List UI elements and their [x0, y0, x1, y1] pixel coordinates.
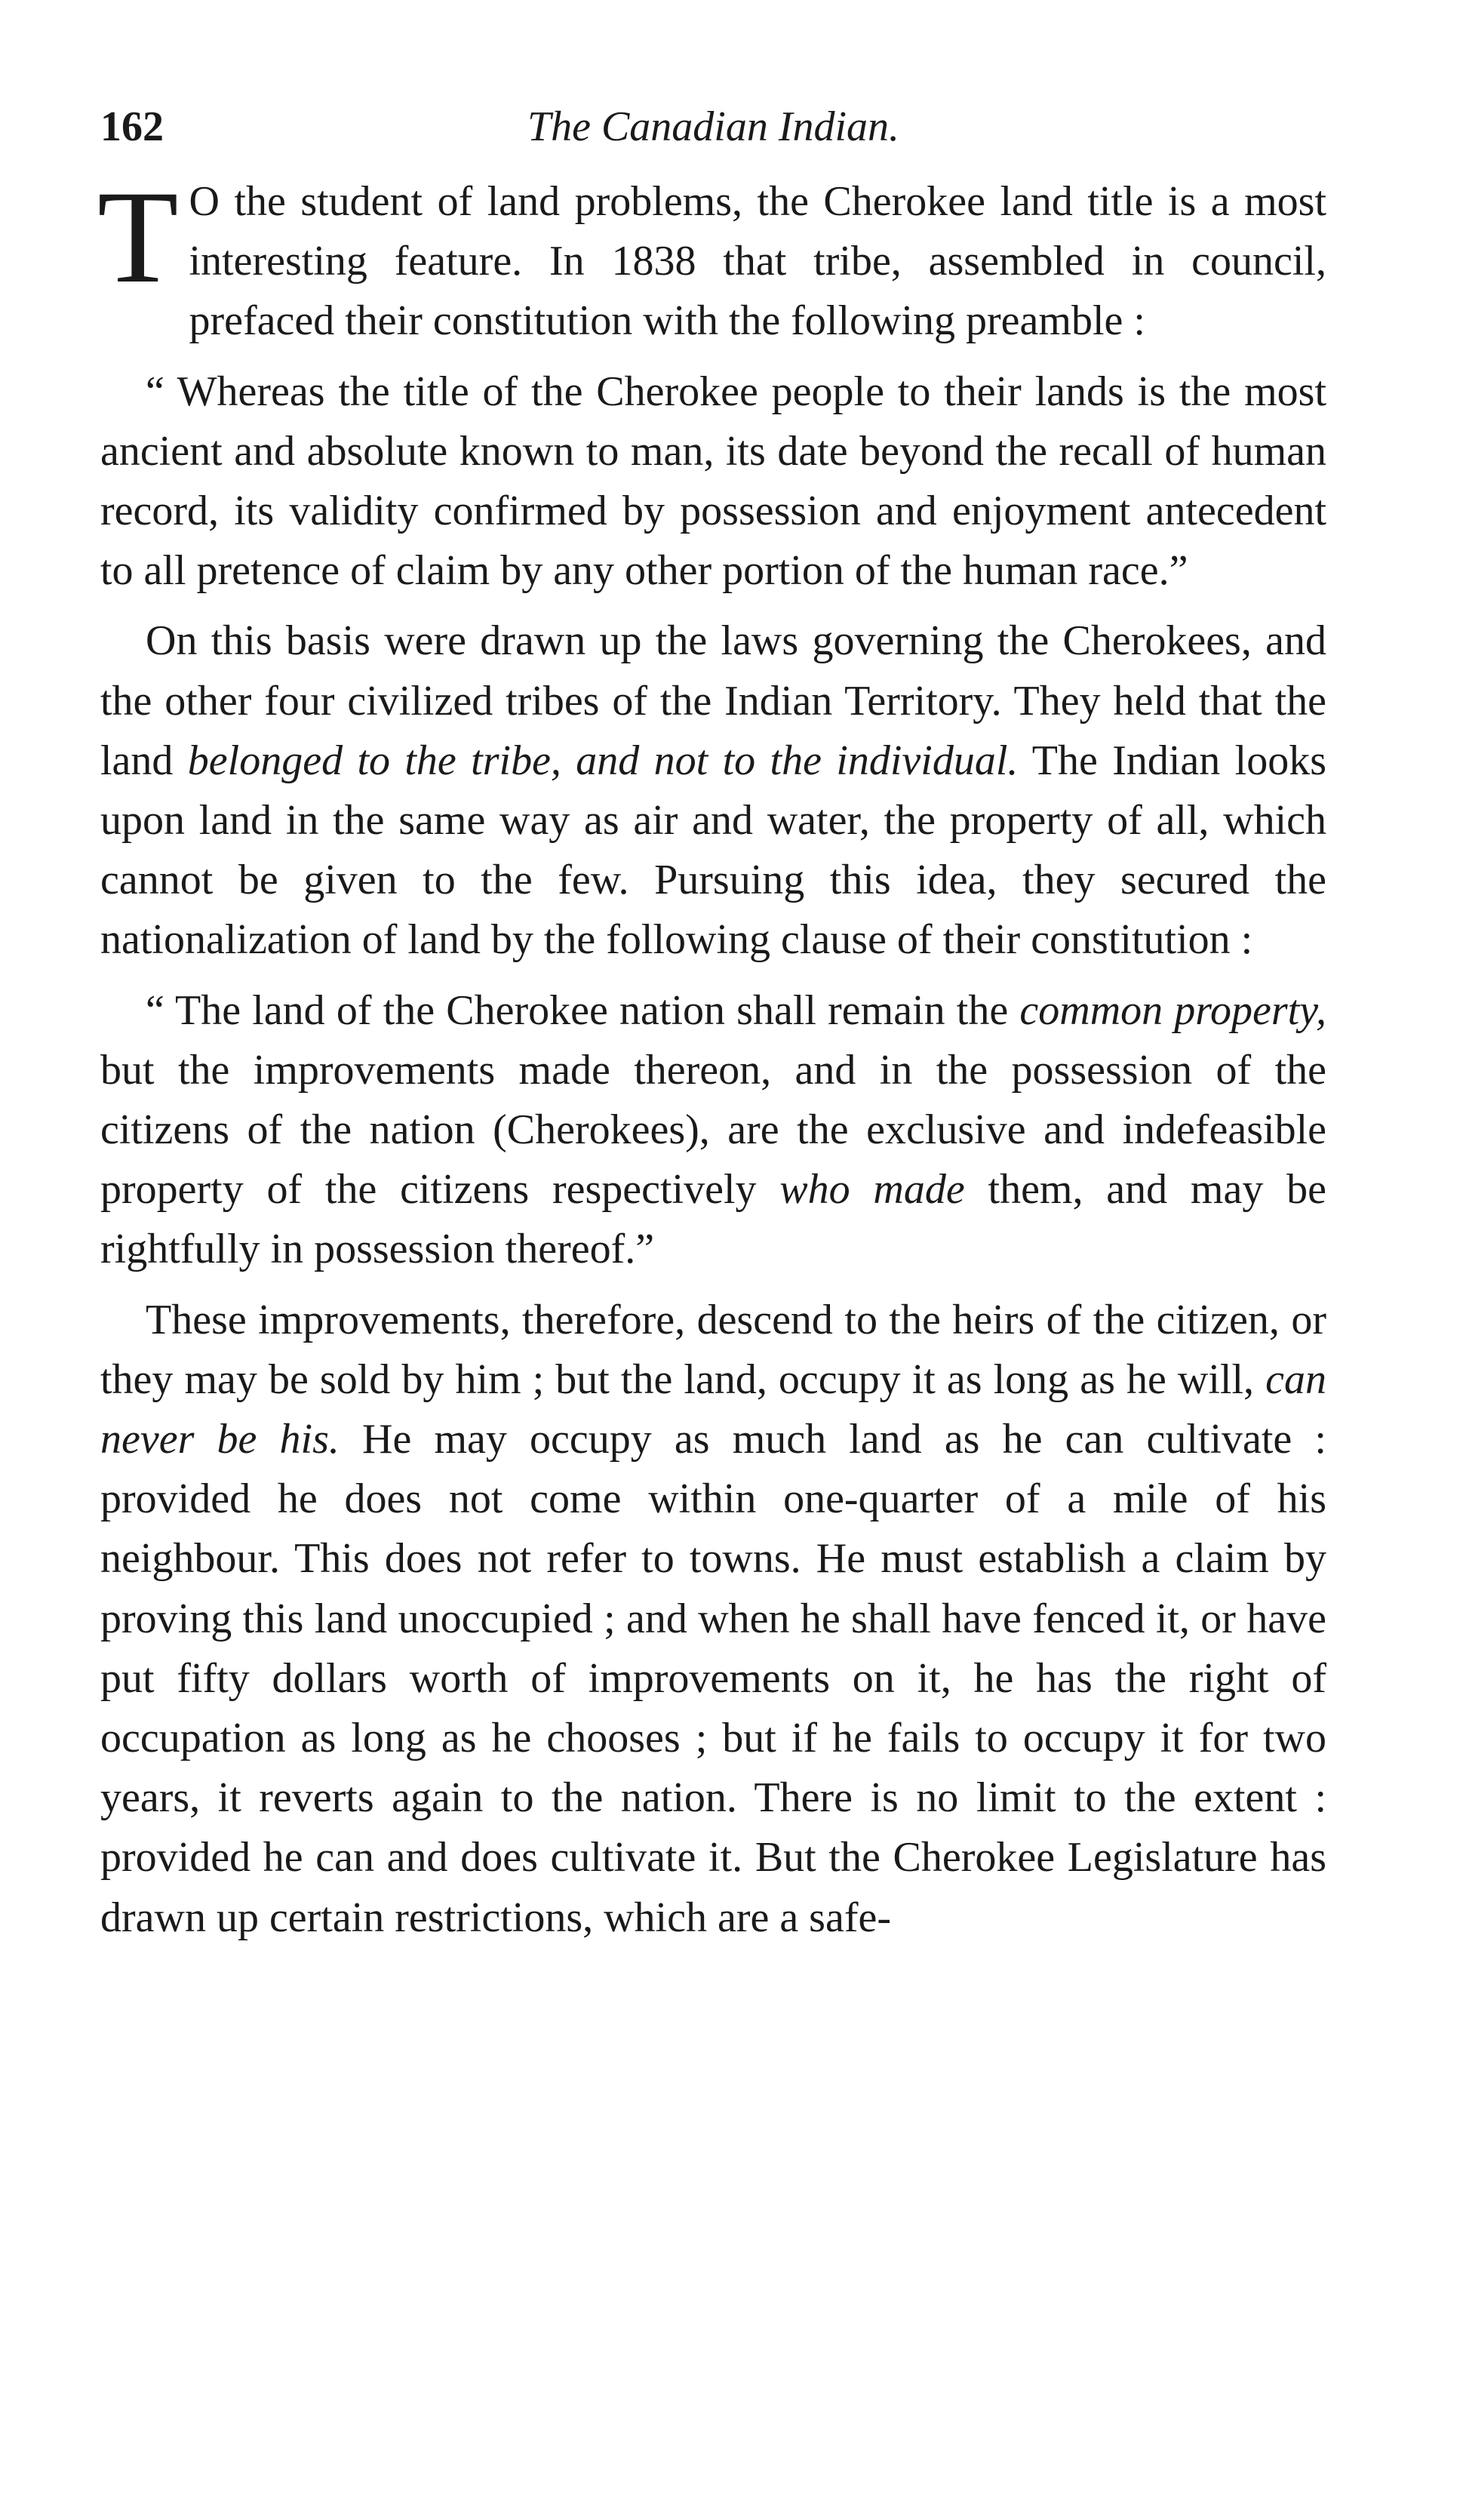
constitution-italic-b: who made	[779, 1166, 965, 1214]
constitution-text-b: but the improvements made thereon, and in the possession of the citizens of the nation (Cherokees), are the exclusive and indefeasible property of the citizens respectively	[100, 1046, 1326, 1214]
paragraph-preamble-quote	[100, 362, 1326, 602]
drop-cap: T	[97, 164, 179, 311]
paragraph-laws	[100, 611, 1326, 970]
improvements-text-b: He may occupy as much land as he can cultivate : provided he does not come within one-quarter of a mile of his neighbour. This does not refer to towns. He must establish a claim by proving this land unoccupied ; and when he shall have fenced it, or have put fifty dollars worth of improvements on it, he has the right of occupation as long as he chooses ; but if he fails to occupy it for two years, it reverts again to the nation. There is no limit to the extent : provided he can and does cultivate it. But the Cherokee Legislature has drawn up certain restrictions, which are a safe-	[100, 1416, 1326, 1941]
body-text	[97, 164, 1326, 1948]
preamble-quote-text: “ Whereas the title of the Cherokee people to their lands is the most ancient and absolute known to man, its date beyond the recall of human record, its validity confirmed by possession and enjoyment antecedent to all pretence of claim by any other portion of the human race.”	[100, 368, 1326, 595]
page-header	[100, 97, 1326, 157]
improvements-italic-a: can never be his.	[100, 1355, 1326, 1463]
improvements-text-a: These improvements, therefore, descend to the heirs of the citizen, or they may be sold by him ; but the land, occupy it as long as he will,	[100, 1296, 1326, 1403]
laws-text-a: On this basis were drawn up the laws governing the Cherokees, and the other four civilized tribes of the Indian Territory. They held that the land	[100, 617, 1326, 784]
paragraph-intro-text: O the student of land problems, the Cherokee land title is a most interesting feature. In 1838 that tribe, assembled in council, prefaced their constitution with the following preamble :	[189, 178, 1326, 345]
paragraph-improvements	[100, 1291, 1326, 1948]
running-title: The Canadian Indian.	[527, 103, 900, 150]
paragraph-intro	[97, 164, 1326, 352]
page-number: 162	[100, 103, 164, 150]
constitution-text-c: them, and may be rightfully in possession thereof.”	[100, 1166, 1326, 1273]
laws-text-b: The Indian looks upon land in the same way as air and water, the property of all, which cannot be given to the few. Pursuing this idea, they secured the nationalization of land by the following clause of their constitution :	[100, 737, 1326, 964]
laws-italic-a: belonged to the tribe, and not to the individual.	[187, 737, 1019, 784]
constitution-italic-a: common property,	[1019, 986, 1326, 1034]
constitution-text-a: “ The land of the Cherokee nation shall remain the	[146, 986, 1020, 1034]
paragraph-constitution-quote	[100, 981, 1326, 1280]
